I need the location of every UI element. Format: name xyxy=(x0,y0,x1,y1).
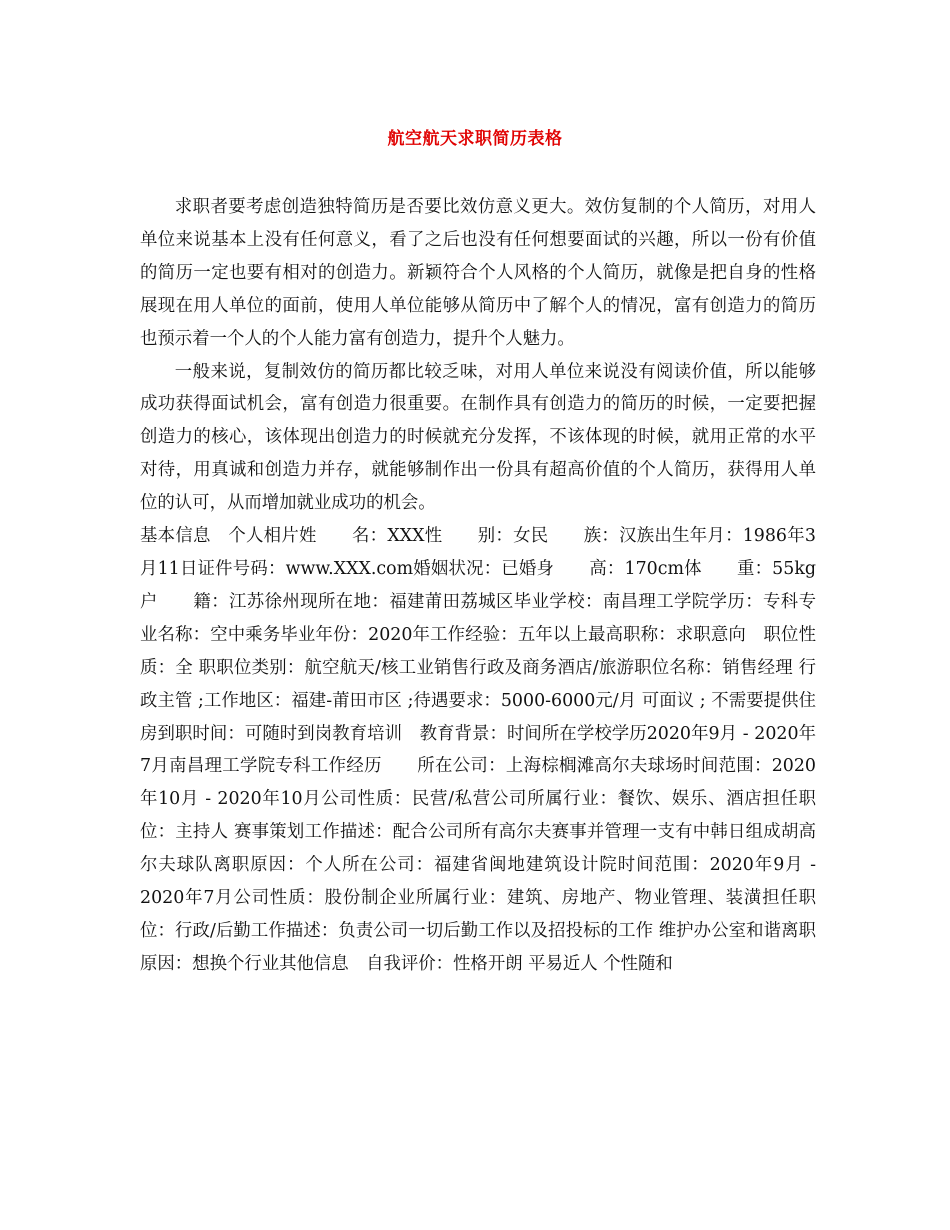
resume-details-paragraph: 基本信息 个人相片姓 名：XXX性 别：女民 族：汉族出生年月：1986年3月11日证件号码：www.XXX.com婚姻状况：已婚身 高：170cm体 重：55kg户 籍：江苏徐州现所在地：福建莆田荔城区毕业学校：南昌理工学院学历：专科专业名称：空中乘务毕业年份：2020年工作经验：五年以上最高职称：求职意向 职位性质：全 职职位类别：航空航天/核工业销售行政及商务酒店/旅游职位名称：销售经理 行政主管 ;工作地区：福建-莆田市区 ;待遇要求：5000-6000元/月 可面议 ; 不需要提供住房到职时间：可随时到岗教育培训 教育背景：时间所在学校学历2020年9月 - 2020年7月南昌理工学院专科工作经历 所在公司：上海棕榈滩高尔夫球场时间范围：2020年10月 - 2020年10月公司性质：民营/私营公司所属行业：餐饮、娱乐、酒店担任职位：主持人 赛事策划工作描述：配合公司所有高尔夫赛事并管理一支有中韩日组成胡高尔夫球队离职原因：个人所在公司：福建省闽地建筑设计院时间范围：2020年9月 - 2020年7月公司性质：股份制企业所属行业：建筑、房地产、物业管理、装潢担任职位：行政/后勤工作描述：负责公司一切后勤工作以及招投标的工作 维护办公室和谐离职原因：想换个行业其他信息 自我评价：性格开朗 平易近人 个性随和 xyxy=(140,526,816,974)
document-title: 航空航天求职简历表格 xyxy=(387,129,563,149)
intro-paragraph: 求职者要考虑创造独特简历是否要比效仿意义更大。效仿复制的个人简历，对用人单位来说基本上没有任何意义，看了之后也没有任何想要面试的兴趣，所以一份有价值的简历一定也要有相对的创造力。新颖符合个人风格的个人简历，就像是把自身的性格展现在用人单位的面前，使用人单位能够从简历中了解个人的情况，富有创造力的简历也预示着一个人的个人能力富有创造力，提升个人魅力。 xyxy=(140,197,816,349)
advice-paragraph: 一般来说，复制效仿的简历都比较乏味，对用人单位来说没有阅读价值，所以能够成功获得面试机会，富有创造力很重要。在制作具有创造力的简历的时候，一定要把握创造力的核心，该体现出创造力的时候就充分发挥，不该体现的时候，就用正常的水平对待，用真诚和创造力并存，就能够制作出一份具有超高价值的个人简历，获得用人单位的认可，从而增加就业成功的机会。 xyxy=(140,361,816,514)
document-body xyxy=(140,191,816,981)
